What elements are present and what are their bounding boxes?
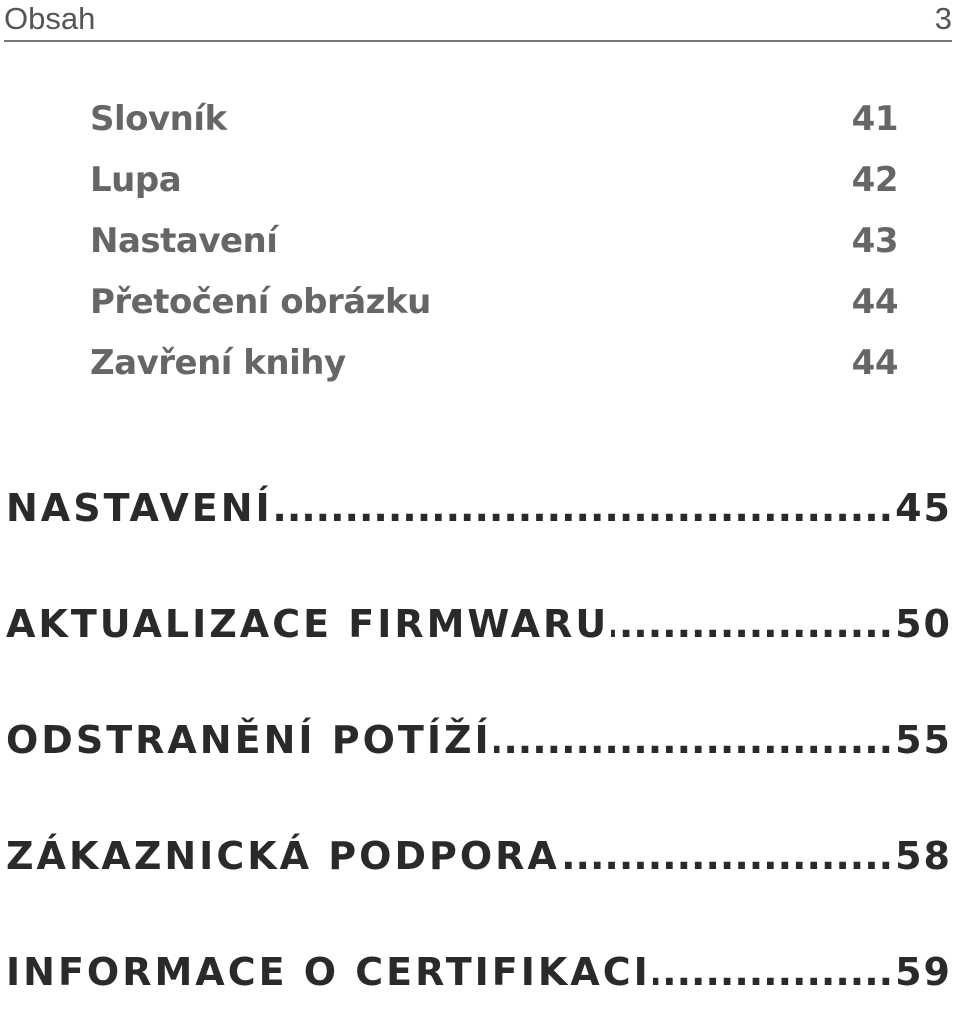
toc-subentry-page: 44 [851, 342, 898, 383]
toc-section-label: AKTUALIZACE FIRMWARU [6, 602, 610, 646]
toc-subentry-page: 41 [851, 98, 898, 139]
dot-leader [494, 718, 893, 762]
toc-section-page: 58 [895, 834, 952, 878]
toc-subentry[interactable] [90, 271, 898, 332]
toc-section[interactable] [6, 450, 952, 566]
toc-section-page: 50 [895, 602, 952, 646]
dot-leader [562, 834, 893, 878]
toc-subentry-page: 42 [851, 159, 898, 200]
toc-section[interactable] [6, 566, 952, 682]
header-title: Obsah [4, 1, 96, 36]
toc-section-label: ODSTRANĚNÍ POTÍŽÍ [6, 718, 492, 762]
toc-subentry-label: Slovník [90, 98, 227, 139]
toc-sections [6, 450, 952, 1030]
toc-section-label: INFORMACE O CERTIFIKACI [6, 950, 651, 994]
toc-section-label: NASTAVENÍ [6, 486, 273, 530]
dot-leader [275, 486, 893, 530]
toc-subentry[interactable] [90, 332, 898, 393]
toc-section-label: ZÁKAZNICKÁ PODPORA [6, 834, 560, 878]
toc-subentry-label: Zavření knihy [90, 342, 346, 383]
toc-subentries [90, 88, 898, 393]
toc-section-page: 59 [895, 950, 952, 994]
toc-section[interactable] [6, 914, 952, 1030]
header-page-number: 3 [934, 1, 952, 36]
toc-section-page: 45 [895, 486, 952, 530]
toc-subentry[interactable] [90, 149, 898, 210]
toc-section[interactable] [6, 798, 952, 914]
dot-leader [653, 950, 893, 994]
toc-subentry-page: 43 [851, 220, 898, 261]
toc-subentry-page: 44 [851, 281, 898, 322]
toc-subentry-label: Lupa [90, 159, 182, 200]
toc-subentry[interactable] [90, 88, 898, 149]
toc-section-page: 55 [895, 718, 952, 762]
page-header [4, 0, 952, 42]
toc-subentry-label: Nastavení [90, 220, 278, 261]
toc-subentry-label: Přetočení obrázku [90, 281, 431, 322]
toc-subentry[interactable] [90, 210, 898, 271]
toc-section[interactable] [6, 682, 952, 798]
dot-leader [611, 602, 893, 646]
